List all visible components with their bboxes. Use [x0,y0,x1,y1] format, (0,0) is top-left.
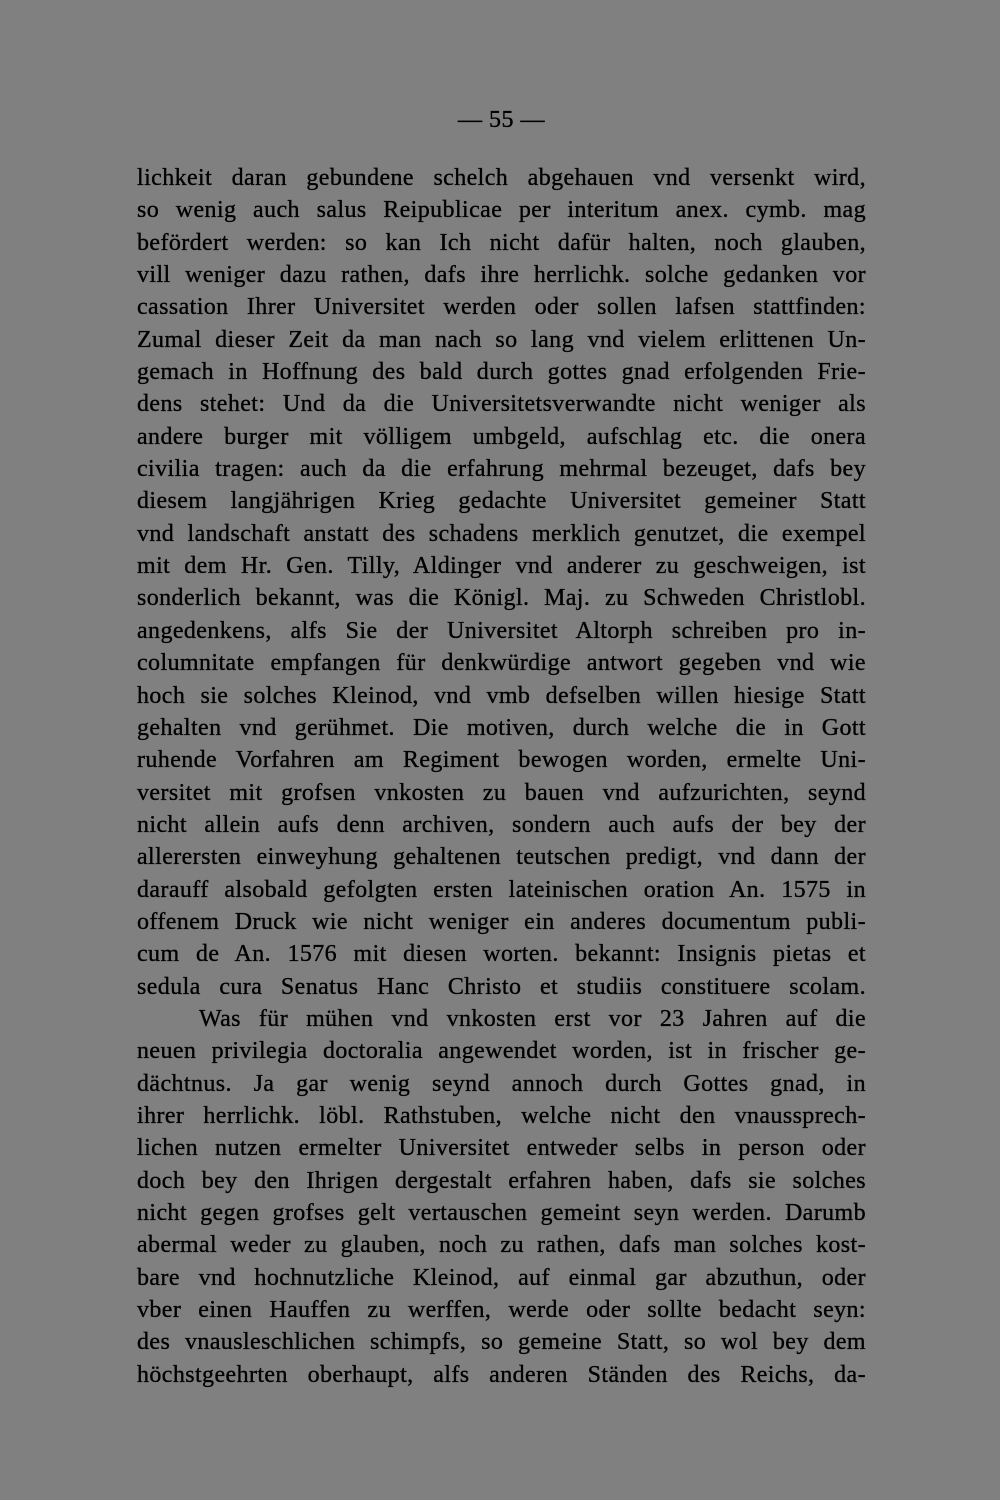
text-line: darauff alsobald gefolgten ersten lateinischen oration An. 1575 in [137,876,866,903]
text-line: vnd landschaft anstatt des schadens merklich genutzet, die exempel [137,520,866,547]
text-line: neuen privilegia doctoralia angewendet worden, ist in frischer ge- [137,1038,866,1065]
text-line: befördert werden: so kan Ich nicht dafür halten, noch glauben, [137,229,866,256]
text-line: des vnausleschlichen schimpfs, so gemeine Statt, so wol bey dem [137,1329,866,1356]
text-line: columnitate empfangen für denkwürdige antwort gegeben vnd wie [137,650,866,677]
text-line: hoch sie solches Kleinod, vnd vmb defselben willen hiesige Statt [137,682,866,709]
text-line: nicht allein aufs denn archiven, sondern auch aufs der bey der [137,811,866,838]
text-line: diesem langjährigen Krieg gedachte Universitet gemeiner Statt [137,488,866,515]
text-line: vber einen Hauffen zu werffen, werde oder sollte bedacht seyn: [137,1297,866,1324]
text-line: lichen nutzen ermelter Universitet entweder selbs in person oder [137,1135,866,1162]
text-line: gehalten vnd gerühmet. Die motiven, durch welche die in Gott [137,714,866,741]
text-line: versitet mit grofsen vnkosten zu bauen vnd aufzurichten, seynd [137,779,866,806]
text-line: mit dem Hr. Gen. Tilly, Aldinger vnd anderer zu geschweigen, ist [137,553,866,580]
text-line: vill weniger dazu rathen, dafs ihre herrlichk. solche gedanken vor [137,262,866,289]
text-line: Zumal dieser Zeit da man nach so lang vnd vielem erlittenen Un- [137,326,866,353]
text-line: angedenkens, alfs Sie der Universitet Altorph schreiben pro in- [137,617,866,644]
text-line: sonderlich bekannt, was die Königl. Maj. zu Schweden Christlobl. [137,585,866,612]
text-line: allerersten einweyhung gehaltenen teutschen predigt, vnd dann der [137,844,866,871]
text-line: cassation Ihrer Universitet werden oder sollen lafsen stattfinden: [137,294,866,321]
body-text [137,162,866,1391]
paragraph [137,162,866,1003]
text-line: gemach in Hoffnung des bald durch gottes gnad erfolgenden Frie- [137,359,866,386]
text-line: civilia tragen: auch da die erfahrung mehrmal bezeuget, dafs bey [137,456,866,483]
text-line: nicht gegen grofses gelt vertauschen gemeint seyn werden. Darumb [137,1200,866,1226]
text-line: höchstgeehrten oberhaupt, alfs anderen Ständen des Reichs, da- [137,1361,866,1388]
text-line: dens stehet: Und da die Universitetsverwandte nicht weniger als [137,391,866,418]
text-line: Was für mühen vnd vnkosten erst vor 23 Jahren auf die [199,1005,866,1032]
text-line: andere burger mit völligem umbgeld, aufschlag etc. die onera [137,423,866,450]
text-line: offenem Druck wie nicht weniger ein anderes documentum publi- [137,908,866,935]
text-line: cum de An. 1576 mit diesen worten. bekannt: Insignis pietas et [137,941,866,968]
text-line: doch bey den Ihrigen dergestalt erfahren haben, dafs sie solches [137,1167,866,1194]
text-line: so wenig auch salus Reipublicae per interitum anex. cymb. mag [137,197,866,224]
text-line: ihrer herrlichk. löbl. Rathstuben, welche nicht den vnaussprech- [137,1102,866,1129]
text-line: dächtnus. Ja gar wenig seynd annoch durch Gottes gnad, in [137,1070,866,1097]
text-line: abermal weder zu glauben, noch zu rathen, dafs man solches kost- [137,1232,866,1259]
text-line: sedula cura Senatus Hanc Christo et studiis constituere scolam. [137,973,866,1000]
page-number: — 55 — [458,107,545,133]
paragraph [137,1003,866,1391]
text-line: lichkeit daran gebundene schelch abgehauen vnd versenkt wird, [137,165,866,191]
text-line: ruhende Vorfahren am Regiment bewogen worden, ermelte Uni- [137,747,866,774]
text-line: bare vnd hochnutzliche Kleinod, auf einmal gar abzuthun, oder [137,1264,866,1291]
